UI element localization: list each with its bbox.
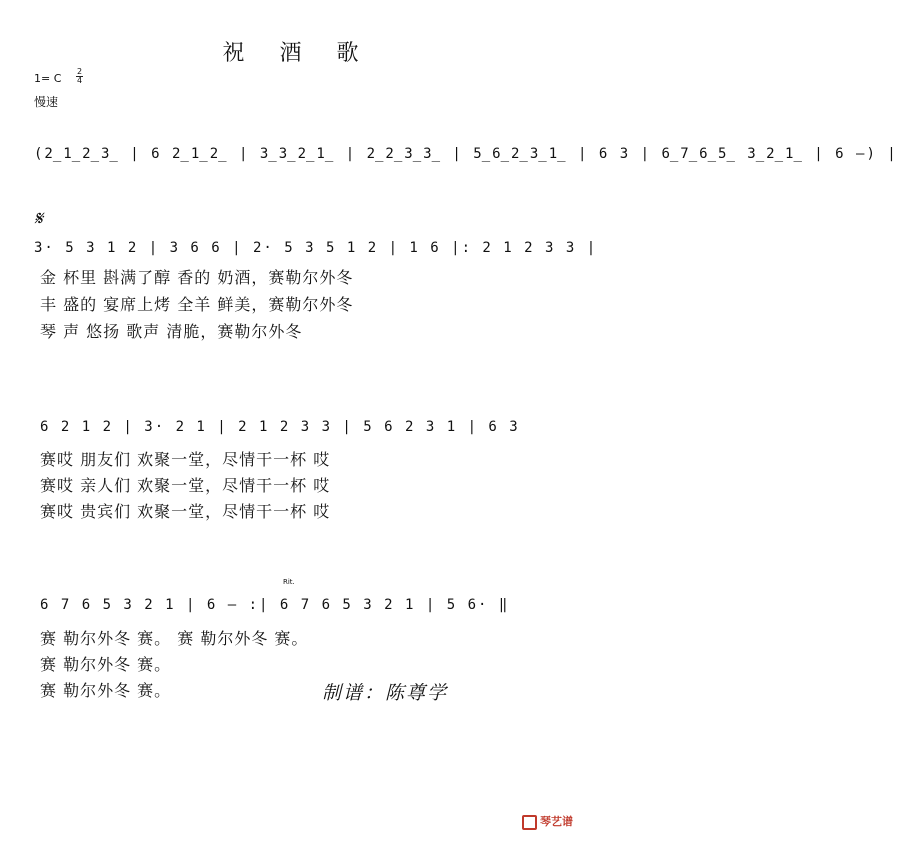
rit-marking: Rit. [283, 578, 295, 586]
system-1-notes: 3· 5 3 1 2 | 3 6 6 | 2· 5 3 5 1 2 | 1 6 |: 2 1 2 3 3 | [34, 240, 598, 256]
tempo-marking: 慢速 [34, 95, 59, 109]
logo-text: 琴艺谱 [540, 815, 573, 828]
segno-sign: 𝄋 [34, 206, 43, 230]
time-signature-top: 2 [76, 67, 83, 76]
system-2-lyric-1: 赛哎 朋友们 欢聚一堂，尽情干一杯 哎 [40, 450, 331, 469]
time-signature-bottom: 4 [76, 76, 83, 85]
system-2-lyric-2: 赛哎 亲人们 欢聚一堂，尽情干一杯 哎 [40, 476, 331, 495]
site-logo [522, 813, 573, 830]
transcriber-credit: 制谱：陈尊学 [322, 682, 449, 704]
system-3-lyric-3: 赛 勒尔外冬 赛。 [40, 681, 172, 700]
system-1-lyric-1: 金 杯里 斟满了醇 香的 奶酒，赛勒尔外冬 [40, 268, 354, 287]
system-3-notes: 6 7 6 5 3 2 1 | 6 — :| 6 7 6 5 3 2 1 | 5 6· ‖ [40, 597, 510, 613]
system-3-lyric-1: 赛 勒尔外冬 赛。 赛 勒尔外冬 赛。 [40, 629, 309, 648]
logo-icon [522, 815, 537, 830]
system-1-lyric-3: 琴 声 悠扬 歌声 清脆，赛勒尔外冬 [40, 322, 303, 341]
system-2-lyric-3: 赛哎 贵宾们 欢聚一堂，尽情干一杯 哎 [40, 502, 331, 521]
key-signature: 1= C [34, 72, 62, 85]
intro-notation: (2̲1̲2̲3̲ | 6 2̲1̲2̲ | 3̲3̲2̲1̲ | 2̲2̲3̲3̲ | 5̲6̲2̲3̲1̲ | 6 3 | 6̲7̲6̲5̲ 3̲2̲1̲ | 6 —) | [34, 146, 898, 162]
system-3-lyric-2: 赛 勒尔外冬 赛。 [40, 655, 172, 674]
system-2-notes: 6 2 1 2 | 3· 2 1 | 2 1 2 3 3 | 5 6 2 3 1 | 6 3 [40, 419, 520, 435]
time-signature [76, 68, 83, 85]
page-title: 祝 酒 歌 [222, 41, 373, 66]
system-1-lyric-2: 丰 盛的 宴席上烤 全羊 鲜美，赛勒尔外冬 [40, 295, 354, 314]
